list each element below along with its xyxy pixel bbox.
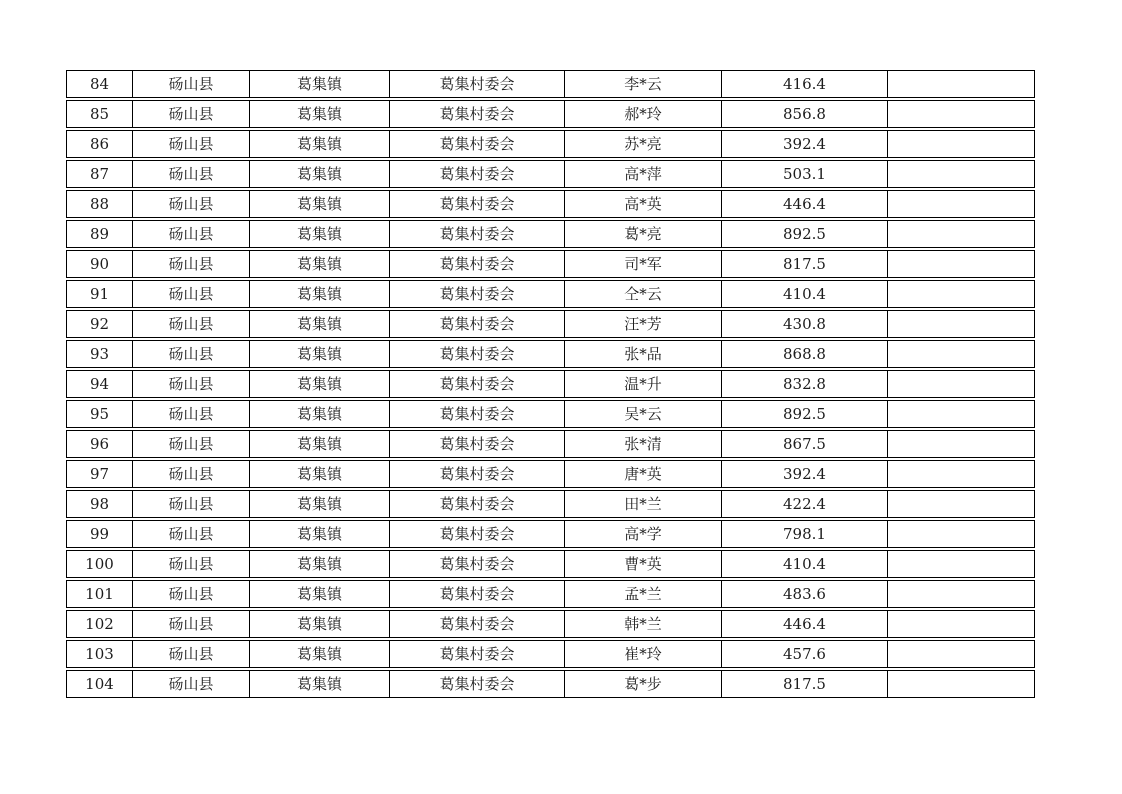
village-committee-cell: 葛集村委会 <box>390 431 565 457</box>
county-cell: 砀山县 <box>133 431 250 457</box>
person-name-cell: 张*清 <box>565 431 722 457</box>
row-index-cell: 99 <box>67 521 133 547</box>
amount-cell: 416.4 <box>722 71 888 97</box>
row-index-cell: 84 <box>67 71 133 97</box>
remark-cell <box>888 251 1034 277</box>
amount-cell: 457.6 <box>722 641 888 667</box>
town-cell: 葛集镇 <box>250 431 390 457</box>
table-row <box>66 160 1035 188</box>
table-row <box>66 520 1035 548</box>
person-name-cell: 韩*兰 <box>565 611 722 637</box>
town-cell: 葛集镇 <box>250 581 390 607</box>
town-cell: 葛集镇 <box>250 521 390 547</box>
village-committee-cell: 葛集村委会 <box>390 191 565 217</box>
village-committee-cell: 葛集村委会 <box>390 71 565 97</box>
county-cell: 砀山县 <box>133 461 250 487</box>
table-row <box>66 370 1035 398</box>
village-committee-cell: 葛集村委会 <box>390 551 565 577</box>
table-row <box>66 70 1035 98</box>
amount-cell: 410.4 <box>722 281 888 307</box>
town-cell: 葛集镇 <box>250 311 390 337</box>
row-index-cell: 94 <box>67 371 133 397</box>
person-name-cell: 仝*云 <box>565 281 722 307</box>
remark-cell <box>888 641 1034 667</box>
town-cell: 葛集镇 <box>250 71 390 97</box>
amount-cell: 483.6 <box>722 581 888 607</box>
table-row <box>66 280 1035 308</box>
person-name-cell: 高*英 <box>565 191 722 217</box>
remark-cell <box>888 191 1034 217</box>
table-row <box>66 400 1035 428</box>
table-row <box>66 460 1035 488</box>
remark-cell <box>888 551 1034 577</box>
row-index-cell: 91 <box>67 281 133 307</box>
remark-cell <box>888 581 1034 607</box>
amount-cell: 422.4 <box>722 491 888 517</box>
row-index-cell: 97 <box>67 461 133 487</box>
town-cell: 葛集镇 <box>250 341 390 367</box>
village-committee-cell: 葛集村委会 <box>390 401 565 427</box>
row-index-cell: 85 <box>67 101 133 127</box>
village-committee-cell: 葛集村委会 <box>390 671 565 697</box>
person-name-cell: 司*军 <box>565 251 722 277</box>
remark-cell <box>888 311 1034 337</box>
table-row <box>66 430 1035 458</box>
amount-cell: 867.5 <box>722 431 888 457</box>
village-committee-cell: 葛集村委会 <box>390 311 565 337</box>
remark-cell <box>888 281 1034 307</box>
amount-cell: 410.4 <box>722 551 888 577</box>
amount-cell: 446.4 <box>722 191 888 217</box>
amount-cell: 446.4 <box>722 611 888 637</box>
table-row <box>66 610 1035 638</box>
county-cell: 砀山县 <box>133 671 250 697</box>
amount-cell: 832.8 <box>722 371 888 397</box>
remark-cell <box>888 401 1034 427</box>
village-committee-cell: 葛集村委会 <box>390 521 565 547</box>
amount-cell: 430.8 <box>722 311 888 337</box>
table-row <box>66 340 1035 368</box>
row-index-cell: 87 <box>67 161 133 187</box>
town-cell: 葛集镇 <box>250 491 390 517</box>
village-committee-cell: 葛集村委会 <box>390 641 565 667</box>
county-cell: 砀山县 <box>133 611 250 637</box>
county-cell: 砀山县 <box>133 311 250 337</box>
table-row <box>66 250 1035 278</box>
town-cell: 葛集镇 <box>250 641 390 667</box>
village-committee-cell: 葛集村委会 <box>390 251 565 277</box>
amount-cell: 817.5 <box>722 251 888 277</box>
town-cell: 葛集镇 <box>250 221 390 247</box>
remark-cell <box>888 521 1034 547</box>
town-cell: 葛集镇 <box>250 401 390 427</box>
row-index-cell: 95 <box>67 401 133 427</box>
amount-cell: 392.4 <box>722 461 888 487</box>
row-index-cell: 93 <box>67 341 133 367</box>
village-committee-cell: 葛集村委会 <box>390 131 565 157</box>
remark-cell <box>888 611 1034 637</box>
remark-cell <box>888 491 1034 517</box>
person-name-cell: 吴*云 <box>565 401 722 427</box>
amount-cell: 817.5 <box>722 671 888 697</box>
row-index-cell: 86 <box>67 131 133 157</box>
table-row <box>66 190 1035 218</box>
person-name-cell: 温*升 <box>565 371 722 397</box>
county-cell: 砀山县 <box>133 191 250 217</box>
row-index-cell: 101 <box>67 581 133 607</box>
county-cell: 砀山县 <box>133 251 250 277</box>
person-name-cell: 崔*玲 <box>565 641 722 667</box>
county-cell: 砀山县 <box>133 161 250 187</box>
amount-cell: 392.4 <box>722 131 888 157</box>
town-cell: 葛集镇 <box>250 281 390 307</box>
table-row <box>66 490 1035 518</box>
amount-cell: 503.1 <box>722 161 888 187</box>
table-row <box>66 220 1035 248</box>
person-name-cell: 曹*英 <box>565 551 722 577</box>
person-name-cell: 孟*兰 <box>565 581 722 607</box>
county-cell: 砀山县 <box>133 581 250 607</box>
amount-cell: 892.5 <box>722 221 888 247</box>
town-cell: 葛集镇 <box>250 371 390 397</box>
village-committee-cell: 葛集村委会 <box>390 281 565 307</box>
row-index-cell: 96 <box>67 431 133 457</box>
village-committee-cell: 葛集村委会 <box>390 341 565 367</box>
table-row <box>66 580 1035 608</box>
county-cell: 砀山县 <box>133 371 250 397</box>
county-cell: 砀山县 <box>133 491 250 517</box>
remark-cell <box>888 431 1034 457</box>
person-name-cell: 汪*芳 <box>565 311 722 337</box>
person-name-cell: 张*品 <box>565 341 722 367</box>
row-index-cell: 104 <box>67 671 133 697</box>
village-committee-cell: 葛集村委会 <box>390 101 565 127</box>
person-name-cell: 葛*步 <box>565 671 722 697</box>
amount-cell: 856.8 <box>722 101 888 127</box>
county-cell: 砀山县 <box>133 101 250 127</box>
person-name-cell: 唐*英 <box>565 461 722 487</box>
row-index-cell: 102 <box>67 611 133 637</box>
row-index-cell: 92 <box>67 311 133 337</box>
town-cell: 葛集镇 <box>250 101 390 127</box>
person-name-cell: 田*兰 <box>565 491 722 517</box>
town-cell: 葛集镇 <box>250 191 390 217</box>
village-committee-cell: 葛集村委会 <box>390 491 565 517</box>
town-cell: 葛集镇 <box>250 551 390 577</box>
town-cell: 葛集镇 <box>250 461 390 487</box>
amount-cell: 868.8 <box>722 341 888 367</box>
remark-cell <box>888 161 1034 187</box>
town-cell: 葛集镇 <box>250 251 390 277</box>
village-committee-cell: 葛集村委会 <box>390 611 565 637</box>
amount-cell: 798.1 <box>722 521 888 547</box>
table-row <box>66 670 1035 698</box>
town-cell: 葛集镇 <box>250 611 390 637</box>
row-index-cell: 98 <box>67 491 133 517</box>
row-index-cell: 103 <box>67 641 133 667</box>
county-cell: 砀山县 <box>133 641 250 667</box>
county-cell: 砀山县 <box>133 71 250 97</box>
table-row <box>66 130 1035 158</box>
row-index-cell: 100 <box>67 551 133 577</box>
town-cell: 葛集镇 <box>250 671 390 697</box>
remark-cell <box>888 221 1034 247</box>
town-cell: 葛集镇 <box>250 131 390 157</box>
person-name-cell: 李*云 <box>565 71 722 97</box>
remark-cell <box>888 101 1034 127</box>
table-row <box>66 550 1035 578</box>
person-name-cell: 葛*亮 <box>565 221 722 247</box>
county-cell: 砀山县 <box>133 521 250 547</box>
village-committee-cell: 葛集村委会 <box>390 221 565 247</box>
person-name-cell: 高*学 <box>565 521 722 547</box>
row-index-cell: 89 <box>67 221 133 247</box>
remark-cell <box>888 341 1034 367</box>
village-committee-cell: 葛集村委会 <box>390 461 565 487</box>
village-committee-cell: 葛集村委会 <box>390 371 565 397</box>
table-row <box>66 100 1035 128</box>
county-cell: 砀山县 <box>133 551 250 577</box>
county-cell: 砀山县 <box>133 281 250 307</box>
remark-cell <box>888 671 1034 697</box>
row-index-cell: 90 <box>67 251 133 277</box>
table-row <box>66 640 1035 668</box>
records-table <box>66 70 1035 700</box>
remark-cell <box>888 131 1034 157</box>
person-name-cell: 郝*玲 <box>565 101 722 127</box>
remark-cell <box>888 371 1034 397</box>
town-cell: 葛集镇 <box>250 161 390 187</box>
row-index-cell: 88 <box>67 191 133 217</box>
person-name-cell: 苏*亮 <box>565 131 722 157</box>
county-cell: 砀山县 <box>133 131 250 157</box>
remark-cell <box>888 461 1034 487</box>
remark-cell <box>888 71 1034 97</box>
amount-cell: 892.5 <box>722 401 888 427</box>
county-cell: 砀山县 <box>133 221 250 247</box>
county-cell: 砀山县 <box>133 341 250 367</box>
village-committee-cell: 葛集村委会 <box>390 161 565 187</box>
person-name-cell: 高*萍 <box>565 161 722 187</box>
county-cell: 砀山县 <box>133 401 250 427</box>
table-row <box>66 310 1035 338</box>
village-committee-cell: 葛集村委会 <box>390 581 565 607</box>
